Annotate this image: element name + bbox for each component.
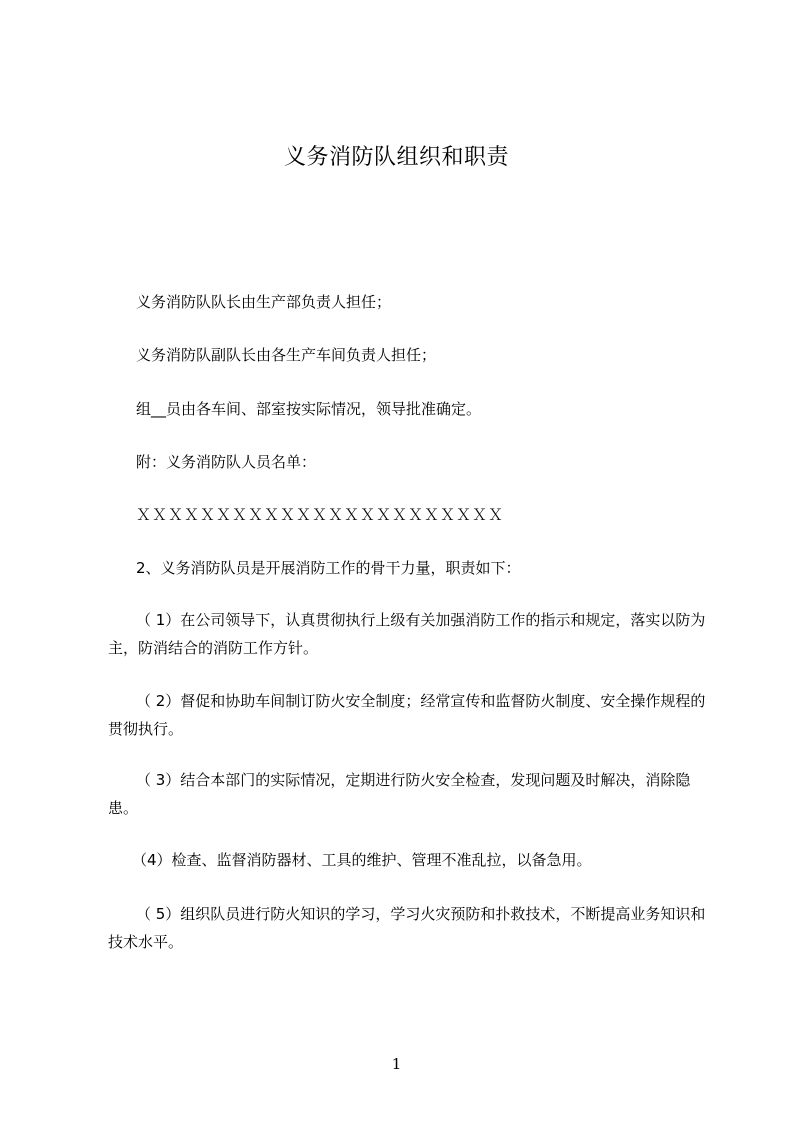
paragraph-duty-1: （ 1）在公司领导下，认真贯彻执行上级有关加强消防工作的指示和规定，落实以防为主，防消结合的消防工作方针。 [108,611,706,657]
paragraph-vice-captain: 义务消防队副队长由各生产车间负责人担任； [136,346,437,364]
paragraph-captain: 义务消防队队长由生产部负责人担任； [136,293,392,311]
paragraph-duties-heading: 2、义务消防队员是开展消防工作的骨干力量，职责如下： [136,559,521,577]
paragraph-duty-4: （4）检查、监督消防器材、工具的维护、管理不准乱拉，以备急用。 [132,851,592,869]
paragraph-name-list: ＸＸＸＸＸＸＸＸＸＸＸＸＸＸＸＸＸＸＸＸＸＸＸ [136,506,505,524]
paragraph-duty-2: （ 2）督促和协助车间制订防火安全制度；经常宣传和监督防火制度、安全操作规程的贯彻执行。 [108,692,706,738]
paragraph-duty-3: （ 3）结合本部门的实际情况，定期进行防火安全检查，发现问题及时解决，消除隐患。 [108,771,691,817]
paragraph-attachment: 附：义务消防队人员名单： [136,453,317,471]
page-title: 义务消防队组织和职责 [283,145,509,170]
page-number: 1 [391,1055,402,1073]
paragraph-duty-5: （ 5）组织队员进行防火知识的学习，学习火灾预防和扑救技术，不断提高业务知识和技术水平。 [108,905,706,951]
paragraph-members: 组__员由各车间、部室按实际情况，领导批准确定。 [136,400,482,418]
